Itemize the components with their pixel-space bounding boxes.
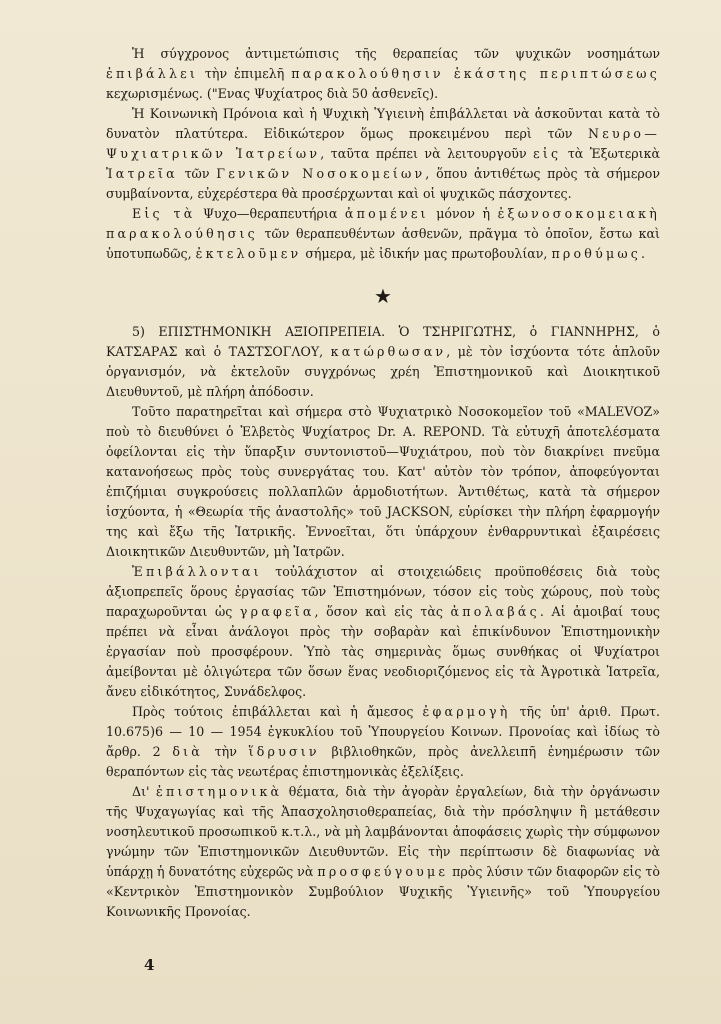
text-run: . bbox=[641, 246, 646, 261]
spaced-emphasis-text: ἐκτελοῦμεν bbox=[195, 246, 302, 261]
paragraph bbox=[106, 402, 660, 562]
spaced-emphasis-text: παρακολούθησιν ἑκάστης περιπτώσεως bbox=[291, 66, 660, 81]
spaced-emphasis-text: προθύμως bbox=[551, 246, 642, 261]
spaced-emphasis-text: γραφεῖα bbox=[239, 604, 315, 619]
spaced-emphasis-text: ἀπομένει bbox=[344, 206, 429, 221]
text-run: Ψυχο—θεραπευτήρια bbox=[195, 206, 345, 221]
spaced-emphasis-text: ἀπολαβάς bbox=[450, 604, 540, 619]
text-run: τῶν bbox=[177, 166, 217, 181]
text-run: κεχωρισμένως. ("Ενας Ψυχίατρος διὰ 50 ἀσθενεῖς). bbox=[106, 86, 439, 101]
text-run: , ταῦτα πρέπει νὰ λειτουργοῦν bbox=[320, 146, 534, 161]
section-heading-5 bbox=[106, 322, 660, 402]
intro-paragraphs bbox=[106, 44, 660, 264]
spaced-emphasis-text: εἰς bbox=[533, 146, 562, 161]
text-run: . Αἱ ἀμοιβαί τους πρέπει νὰ εἶναι ἀνάλογοι πρὸς τὴν σοβαρὰν καὶ ἐπικίνδυνον Ἐπιστημονικὴν ἐργασίαν ποὺ προσφέρουν. Ὑπὸ τὰς σημερινὰς ὅμως συνθήκας οἱ Ψυχίατροι ἀμείβονται μὲ ὀλιγώτερα τῶν ὅσων ἕνας νεοδιοριζόμενος εἰς τὰ Ἀγροτικὰ Ἰατρεῖα, ἄνευ εἰδικότητος, Συνάδελφος. bbox=[106, 604, 660, 699]
page-number: 4 bbox=[144, 956, 155, 974]
text-run: βιβλιοθηκῶν, πρὸς ἀνελλειπῆ ἐνημέρωσιν τῶν θεραπόντων εἰς τὰς νεωτέρας ἐπιστημονικὰς ἐξελίξεις. bbox=[106, 744, 660, 779]
spaced-emphasis-text: Ἰατρεῖα bbox=[106, 166, 178, 181]
text-run: τοὐλάχιστον αἱ στοιχειώδεις προϋποθέσεις διὰ τοὺς ἀξιοπρεπεῖς ὅρους ἐργασίας τῶν Ἐπιστημόνων, τόσον εἰς τοὺς χώρους, ποὺ τοὺς παραχωροῦνται ὡς bbox=[106, 564, 660, 619]
text-run: Δι' bbox=[132, 784, 157, 799]
star-separator: ★ bbox=[374, 284, 392, 308]
spaced-emphasis-text: διὰ bbox=[172, 744, 203, 759]
spaced-emphasis-text: προσφεύγουμε bbox=[317, 864, 449, 879]
spaced-emphasis-text: ἵδρυσιν bbox=[248, 744, 320, 759]
spaced-emphasis-text: ἐπιστημονικὰ bbox=[156, 784, 283, 799]
paragraph bbox=[106, 104, 660, 204]
spaced-emphasis-text: Ἐπιβάλλονται bbox=[132, 564, 262, 579]
spaced-emphasis-text: Γενικῶν Νοσοκομείων bbox=[216, 166, 426, 181]
text-run: τῆς ὑπ' ἀριθ. Πρωτ. 10.675)6 — 10 — 1954 ἐγκυκλίου τοῦ Ὑπουργείου Κοινων. Προνοίας καὶ ἰδίως τὸ ἄρθρ. 2 bbox=[106, 704, 660, 759]
spaced-emphasis-text: ἐφαρμογὴ bbox=[422, 704, 511, 719]
text-run: 5) ΕΠΙΣΤΗΜΟΝΙΚΗ ΑΞΙΟΠΡΕΠΕΙΑ. Ὁ ΤΣΗΡΙΓΩΤΗΣ, ὁ ΓΙΑΝΝΗΡΗΣ, ὁ ΚΑΤΣΑΡΑΣ καὶ ὁ ΤΑΣΤΣΟΓΛΟΥ, bbox=[106, 324, 660, 359]
text-run: τὴν bbox=[202, 744, 249, 759]
text-run: Ἡ Κοινωνικὴ Πρόνοια καὶ ἡ Ψυχικὴ Ὑγιεινὴ ἐπιβάλλεται νὰ ἀσκοῦνται κατὰ τὸ δυνατὸν πλατύτερα. Εἰδικώτερον ὅμως προκειμένου περὶ τῶν bbox=[106, 106, 660, 141]
text-run: τῶν θεραπευθέντων ἀσθενῶν, πρᾶγμα τὸ ὁποῖον, ἔστω καὶ ὑποτυπωδῶς, bbox=[106, 226, 660, 261]
paragraph bbox=[106, 204, 660, 264]
text-run: μόνον ἡ bbox=[428, 206, 498, 221]
paragraph bbox=[106, 562, 660, 702]
spaced-emphasis-text: ἐξωνοσοκομειακὴ παρακολούθησις bbox=[106, 206, 660, 241]
text-run: πρὸς λύσιν τῶν διαφορῶν εἰς τὸ «Κεντρικὸν Ἐπιστημονικὸν Συμβούλιον Ψυχικῆς Ὑγιεινῆς» τοῦ Ὑπουργείου Κοινωνικῆς Προνοίας. bbox=[106, 864, 660, 919]
paragraph bbox=[106, 44, 660, 104]
spaced-emphasis-text: Εἰς τὰ bbox=[132, 206, 196, 221]
spaced-emphasis-text: ἐπιβάλλει bbox=[106, 66, 198, 81]
paragraph bbox=[106, 782, 660, 922]
body-text bbox=[106, 44, 660, 922]
paragraph bbox=[106, 702, 660, 782]
text-run: τὴν ἐπιμελῆ bbox=[197, 66, 292, 81]
text-run: τὰ Ἐξωτερικὰ bbox=[561, 146, 660, 161]
text-run: σήμερα, μὲ ἰδικήν μας πρωτοβουλίαν, bbox=[301, 246, 552, 261]
text-run: Ἡ σύγχρονος ἀντιμετώπισις τῆς θεραπείας τῶν ψυχικῶν νοσημάτων bbox=[132, 46, 660, 61]
text-run: , ὅπου ἀντιθέτως πρὸς τὰ σήμερον συμβαίνοντα, εὐχερέστερα θὰ προσέρχωνται καὶ οἱ ψυχικῶς πάσχοντες. bbox=[106, 166, 661, 201]
text-run: Πρὸς τούτοις ἐπιβάλλεται καὶ ἡ ἄμεσος bbox=[132, 704, 423, 719]
text-run: , μὲ τὸν ἰσχύοντα τότε ἁπλοῦν ὀργανισμόν, νὰ ἐκτελοῦν συγχρόνως χρέη Ἐπιστημονικοῦ καὶ Διοικητικοῦ Διευθυντοῦ, μὲ πλήρη ἀπόδοσιν. bbox=[106, 344, 660, 399]
text-run: , ὅσον καὶ εἰς τὰς bbox=[314, 604, 451, 619]
text-run: Τοῦτο παρατηρεῖται καὶ σήμερα στὸ Ψυχιατρικὸ Νοσοκομεῖον τοῦ «MALEVOZ» ποὺ τὸ διευθύνει ὁ Ἑλβετὸς Ψυχίατρος Dr. A. REPOND. Τὰ εὐτυχῆ ἀποτελέσματα ὀφείλονται εἰς τὴν ὕπαρξιν συντονιστοῦ—Ψυχιάτρου, ποὺ τὸν διακρίνει πνεῦμα κατανοήσεως πρὸς τοὺς συνεργάτας του. Κατ' αὐτὸν τὸν τρόπον, ἀποφεύγονται ἐπιζήμιαι συγκρούσεις πολλαπλῶν ἁρμοδιοτήτων. Ἀντιθέτως, κατὰ τὰ σήμερον ἰσχύοντα, ἡ «Θεωρία τῆς ἀναστολῆς» τοῦ JACKSON, εὑρίσκει τὴν πλήρη ἐφαρμογήν της καὶ ἔξω τῆς Ἰατρικῆς. Ἐννοεῖται, ὅτι ὑπάρχουν ἐνθαρρυντικαὶ ἐξαιρέσεις Διοικητικῶν Διευθυντῶν, μὴ Ἰατρῶν. bbox=[106, 404, 660, 559]
spaced-emphasis-text: κατώρθωσαν bbox=[330, 344, 447, 359]
spaced-emphasis-text: Νευρο—Ψυχιατρικῶν Ἰατρείων bbox=[106, 126, 660, 161]
text-run: θέματα, διὰ τὴν ἀγορὰν ἐργαλείων, διὰ τὴν ὀργάνωσιν τῆς Ψυχαγωγίας καὶ τῆς Ἀπασχολησιοθεραπείας, διὰ τὴν πρόσληψιν ἢ μετάθεσιν νοσηλευτικοῦ προσωπικοῦ κ.τ.λ., νὰ μὴ λαμβάνονται ἀποφάσεις χωρὶς τὴν σύμφωνον γνώμην τῶν Ἐπιστημονικῶν Διευθυντῶν. Εἰς τὴν περίπτωσιν δὲ διαφωνίας νὰ ὑπάρχῃ ἡ δυνατότης εὐχερῶς νὰ bbox=[106, 784, 661, 879]
section-paragraphs bbox=[106, 402, 660, 922]
